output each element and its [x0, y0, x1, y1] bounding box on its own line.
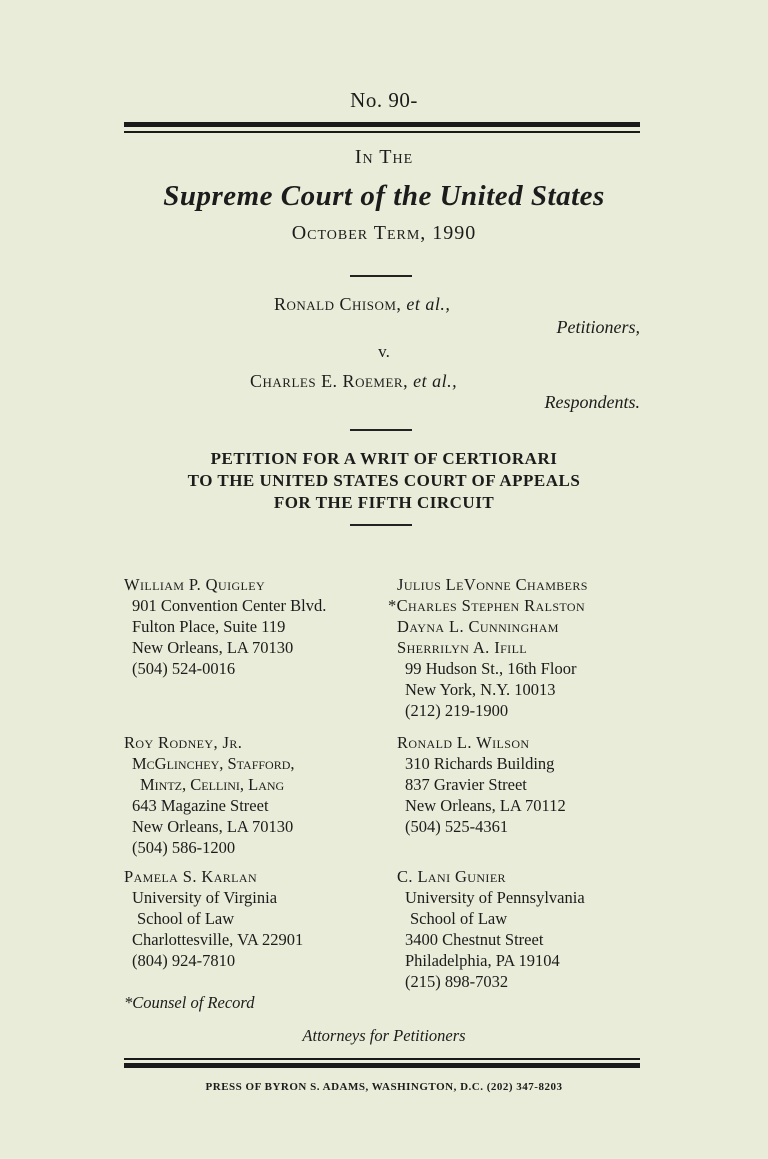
counsel-name: Dayna L. Cunningham [397, 617, 559, 636]
address-line: Charlottesville, VA 22901 [132, 930, 304, 949]
counsel-name: *Charles Stephen Ralston [388, 596, 586, 615]
address-line: Philadelphia, PA 19104 [405, 951, 560, 970]
address-line: New Orleans, LA 70130 [132, 817, 294, 836]
petition-line: PETITION FOR A WRIT OF CERTIORARI [210, 449, 558, 468]
phone-number: (215) 898-7032 [405, 972, 509, 991]
address-line: School of Law [410, 909, 508, 928]
court-term: October Term, 1990 [291, 222, 477, 244]
address-line: Fulton Place, Suite 119 [132, 617, 286, 636]
counsel-block-quigley [124, 574, 326, 679]
attorneys-for-petitioners: Attorneys for Petitioners [302, 1026, 466, 1045]
respondent-party [250, 371, 457, 392]
address-line: University of Virginia [132, 888, 278, 907]
counsel-name: Pamela S. Karlan [124, 867, 258, 886]
phone-number: (504) 525-4361 [405, 817, 509, 836]
counsel-name: C. Lani Gunier [397, 867, 506, 886]
address-line: School of Law [137, 909, 235, 928]
address-line: 3400 Chestnut Street [405, 930, 544, 949]
divider-rule [350, 524, 412, 526]
top-rule-thin [124, 131, 640, 133]
firm-line: McGlinchey, Stafford, [132, 754, 295, 773]
address-line: New Orleans, LA 70130 [132, 638, 294, 657]
petition-line: TO THE UNITED STATES COURT OF APPEALS [187, 471, 581, 490]
bottom-rule-thick [124, 1063, 640, 1068]
counsel-name: Julius LeVonne Chambers [397, 575, 588, 594]
petition-line: FOR THE FIFTH CIRCUIT [273, 493, 495, 512]
address-line: University of Pennsylvania [405, 888, 585, 907]
docket-number: No. 90- [350, 88, 418, 112]
counsel-block-gunier [397, 866, 585, 992]
respondent-name: Charles E. Roemer, [250, 371, 409, 391]
address-line: New York, N.Y. 10013 [405, 680, 556, 699]
petition-title [0, 448, 768, 514]
counsel-name: William P. Quigley [124, 575, 266, 594]
counsel-of-record-note: *Counsel of Record [124, 993, 255, 1012]
firm-line: Mintz, Cellini, Lang [140, 775, 285, 794]
petitioner-name: Ronald Chisom, [274, 294, 402, 314]
counsel-block-karlan [124, 866, 303, 971]
bottom-rule-thin [124, 1058, 640, 1060]
divider-rule [350, 275, 412, 277]
petitioner-etal: et al., [406, 294, 451, 314]
phone-number: (804) 924-7810 [132, 951, 236, 970]
address-line: 901 Convention Center Blvd. [132, 596, 327, 615]
phone-number: (212) 219-1900 [405, 701, 509, 720]
counsel-block-wilson [397, 732, 566, 837]
counsel-block-chambers [388, 574, 588, 721]
counsel-name: Ronald L. Wilson [397, 733, 530, 752]
address-line: 643 Magazine Street [132, 796, 269, 815]
top-rule-thick [124, 122, 640, 127]
respondent-etal: et al., [413, 371, 458, 391]
phone-number: (504) 524-0016 [132, 659, 236, 678]
divider-rule [350, 429, 412, 431]
counsel-block-rodney [124, 732, 295, 858]
counsel-name: Roy Rodney, Jr. [124, 733, 243, 752]
phone-number: (504) 586-1200 [132, 838, 236, 857]
address-line: 310 Richards Building [405, 754, 555, 773]
versus: v. [378, 342, 390, 361]
court-name: Supreme Court of the United States [163, 180, 605, 212]
respondent-role: Respondents. [544, 392, 640, 412]
address-line: 837 Gravier Street [405, 775, 527, 794]
address-line: New Orleans, LA 70112 [405, 796, 566, 815]
petitioner-role: Petitioners, [556, 317, 640, 337]
counsel-name: Sherrilyn A. Ifill [397, 638, 528, 657]
in-the-heading: In The [354, 146, 414, 168]
address-line: 99 Hudson St., 16th Floor [405, 659, 577, 678]
petitioner-party [274, 294, 450, 315]
press-imprint: PRESS OF BYRON S. ADAMS, WASHINGTON, D.C. (202) 347-8203 [205, 1081, 563, 1093]
